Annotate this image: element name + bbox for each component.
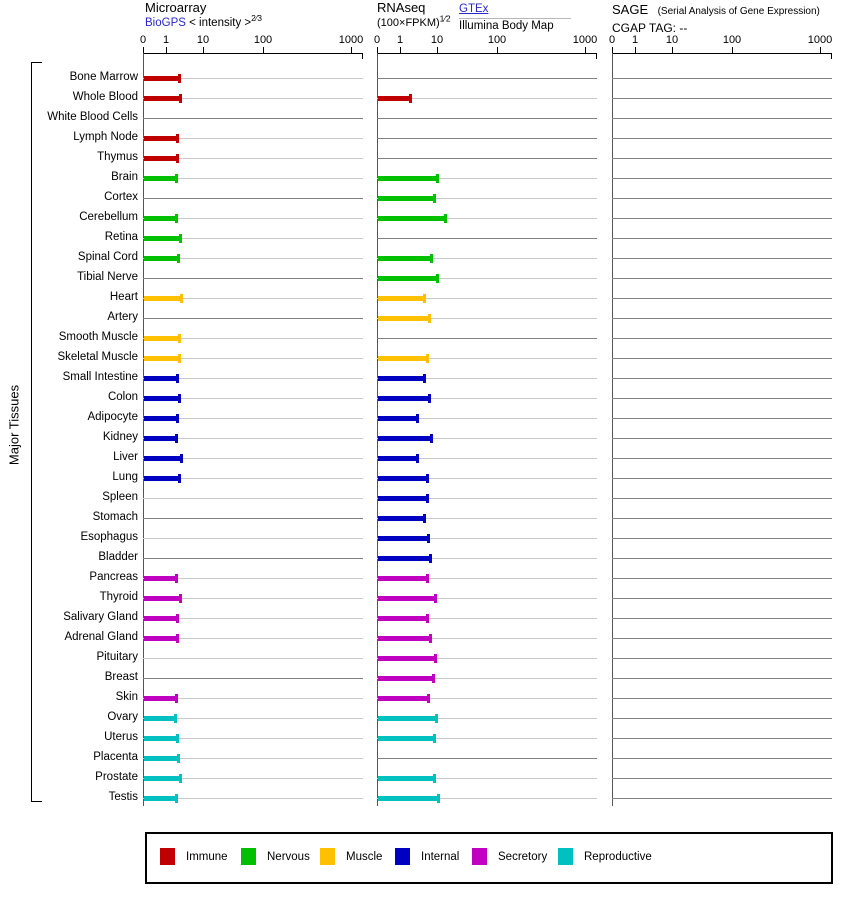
expression-bar-cap — [423, 374, 426, 383]
grid-line — [612, 718, 832, 719]
expression-bar — [378, 796, 439, 801]
axis-tick — [437, 47, 438, 53]
axis-end-tick — [831, 54, 832, 59]
axis-tick-label: 0 — [608, 34, 616, 46]
expression-bar — [378, 96, 411, 101]
expression-bar-cap — [179, 94, 182, 103]
panel-left-border — [143, 53, 144, 806]
grid-line — [143, 678, 363, 679]
microarray-header — [145, 1, 262, 30]
grid-line — [377, 158, 597, 159]
expression-bar — [378, 376, 425, 381]
legend-label-muscle: Muscle — [346, 851, 383, 863]
expression-bar-cap — [430, 434, 433, 443]
axis-tick-label: 1 — [162, 34, 170, 46]
axis-tick — [635, 47, 636, 53]
expression-bar-cap — [433, 194, 436, 203]
expression-bar-cap — [433, 774, 436, 783]
expression-bar — [144, 596, 181, 601]
tissue-label: Brain — [111, 171, 138, 183]
expression-bar-cap — [178, 354, 181, 363]
expression-bar-cap — [429, 634, 432, 643]
grid-line — [612, 518, 832, 519]
legend-label-internal: Internal — [421, 851, 460, 863]
tissue-label: Spinal Cord — [77, 251, 138, 263]
tissue-label: Liver — [113, 451, 138, 463]
expression-bar-cap — [429, 554, 432, 563]
expression-bar — [378, 396, 430, 401]
rnaseq-scale-label: (100×FPKM) — [377, 17, 440, 29]
axis-line — [612, 53, 832, 54]
tissue-label: Adipocyte — [87, 411, 138, 423]
expression-bar-cap — [430, 254, 433, 263]
expression-bar — [378, 576, 428, 581]
expression-bar — [378, 676, 434, 681]
expression-bar-cap — [178, 474, 181, 483]
tissue-label: Whole Blood — [72, 91, 138, 103]
expression-bar — [378, 296, 425, 301]
expression-bar-cap — [427, 534, 430, 543]
grid-line — [612, 418, 832, 419]
tissue-label: Stomach — [92, 511, 138, 523]
expression-bar-cap — [423, 514, 426, 523]
rnaseq-scale-exponent: 1⁄2 — [439, 13, 451, 24]
microarray-scale-label: < intensity > — [189, 17, 252, 29]
grid-line — [612, 118, 832, 119]
expression-bar-cap — [409, 94, 412, 103]
expression-bar-cap — [423, 294, 426, 303]
expression-bar — [144, 736, 178, 741]
expression-bar-cap — [432, 674, 435, 683]
grid-line — [612, 138, 832, 139]
expression-bar — [144, 76, 180, 81]
axis-line — [377, 53, 597, 54]
tissue-label: Spleen — [102, 491, 138, 503]
grid-line — [612, 158, 832, 159]
expression-bar-cap — [176, 734, 179, 743]
expression-bar-cap — [176, 614, 179, 623]
expression-bar-cap — [175, 214, 178, 223]
axis-line — [143, 53, 363, 54]
expression-bar — [378, 516, 425, 521]
tissue-bracket-top — [31, 62, 42, 63]
grid-line — [143, 278, 363, 279]
tissue-label: Heart — [109, 291, 138, 303]
expression-bar-cap — [428, 394, 431, 403]
expression-bar — [378, 656, 436, 661]
expression-bar — [378, 436, 432, 441]
grid-line — [612, 538, 832, 539]
tissue-label: Esophagus — [80, 531, 138, 543]
grid-line — [612, 778, 832, 779]
expression-bar — [378, 776, 435, 781]
expression-bar — [144, 416, 178, 421]
tissue-label: Ovary — [107, 711, 138, 723]
expression-bar-cap — [179, 234, 182, 243]
axis-tick-label: 10 — [430, 34, 444, 46]
expression-bar-cap — [178, 74, 181, 83]
expression-bar — [144, 796, 177, 801]
grid-line — [612, 638, 832, 639]
axis-tick — [166, 47, 167, 53]
expression-bar — [144, 156, 178, 161]
grid-line — [612, 178, 832, 179]
grid-line — [143, 118, 363, 119]
grid-line — [612, 198, 832, 199]
rnaseq-header — [377, 1, 451, 29]
expression-bar-cap — [436, 274, 439, 283]
tissue-label: Bladder — [98, 551, 138, 563]
expression-bar-cap — [174, 714, 177, 723]
rnaseq-title: RNAseq — [377, 0, 426, 15]
grid-line — [143, 658, 363, 659]
tissue-label: Kidney — [102, 431, 138, 443]
expression-bar-cap — [180, 294, 183, 303]
tissue-label: Uterus — [104, 731, 138, 743]
expression-bar-cap — [434, 594, 437, 603]
expression-bar-cap — [175, 574, 178, 583]
legend-swatch-nervous — [241, 848, 256, 865]
tissue-label: Tibial Nerve — [77, 271, 138, 283]
axis-tick — [263, 47, 264, 53]
expression-bar — [144, 296, 182, 301]
axis-tick — [203, 47, 204, 53]
legend-swatch-secretory — [472, 848, 487, 865]
expression-bar — [378, 356, 428, 361]
expression-bar — [378, 736, 435, 741]
expression-bar — [378, 256, 432, 261]
major-tissues-label: Major Tissues — [6, 384, 22, 466]
expression-bar-cap — [426, 354, 429, 363]
grid-line — [377, 118, 597, 119]
tissue-label: Cortex — [104, 191, 138, 203]
grid-line — [612, 318, 832, 319]
grid-line — [612, 558, 832, 559]
expression-bar-cap — [179, 774, 182, 783]
grid-line — [612, 658, 832, 659]
expression-bar — [144, 136, 178, 141]
axis-tick-label: 1 — [396, 34, 404, 46]
axis-tick — [497, 47, 498, 53]
sage-title: SAGE — [612, 2, 649, 17]
legend-swatch-muscle — [320, 848, 335, 865]
expression-bar — [378, 276, 438, 281]
expression-bar-cap — [176, 134, 179, 143]
expression-bar-cap — [176, 154, 179, 163]
grid-line — [612, 338, 832, 339]
tissue-label: Retina — [104, 231, 138, 243]
grid-line — [612, 458, 832, 459]
grid-line — [612, 698, 832, 699]
grid-line — [612, 438, 832, 439]
grid-line — [377, 78, 597, 79]
grid-line — [612, 238, 832, 239]
expression-bar — [144, 176, 177, 181]
expression-bar-cap — [426, 474, 429, 483]
grid-line — [612, 298, 832, 299]
grid-line — [612, 378, 832, 379]
axis-tick — [400, 47, 401, 53]
expression-bar-cap — [179, 594, 182, 603]
grid-line — [612, 738, 832, 739]
expression-bar — [378, 196, 435, 201]
grid-line — [143, 538, 363, 539]
grid-line — [612, 78, 832, 79]
expression-bar-cap — [427, 694, 430, 703]
expression-bar-cap — [178, 334, 181, 343]
expression-bar — [378, 416, 418, 421]
expression-bar — [378, 176, 438, 181]
grid-line — [612, 358, 832, 359]
expression-bar-cap — [176, 374, 179, 383]
axis-tick — [351, 47, 352, 53]
tissue-label: Pituitary — [96, 651, 138, 663]
grid-line — [143, 318, 363, 319]
tissue-label: Testis — [108, 791, 138, 803]
tissue-label: Skeletal Muscle — [57, 351, 138, 363]
sage-header — [612, 1, 820, 35]
tissue-label: Placenta — [93, 751, 138, 763]
grid-line — [143, 198, 363, 199]
panel-left-border — [612, 53, 613, 806]
expression-bar — [144, 396, 180, 401]
expression-bar-cap — [178, 394, 181, 403]
tissue-label: Small Intestine — [62, 371, 138, 383]
expression-bar — [144, 716, 176, 721]
grid-line — [377, 758, 597, 759]
expression-bar — [144, 436, 177, 441]
tissue-label: Smooth Muscle — [58, 331, 138, 343]
expression-bar — [378, 316, 430, 321]
expression-bar-cap — [176, 634, 179, 643]
expression-bar — [144, 756, 179, 761]
tissue-label: Thymus — [97, 151, 138, 163]
grid-line — [612, 398, 832, 399]
tissue-label: Prostate — [95, 771, 138, 783]
axis-tick-label: 1000 — [572, 34, 598, 46]
grid-line — [612, 258, 832, 259]
legend-label-reproductive: Reproductive — [584, 851, 652, 863]
expression-bar — [144, 456, 182, 461]
tissue-label: Thyroid — [99, 591, 138, 603]
axis-tick-label: 1 — [631, 34, 639, 46]
axis-tick-label: 1000 — [807, 34, 833, 46]
expression-bar — [144, 216, 177, 221]
gtex-header — [459, 3, 571, 33]
grid-line — [612, 678, 832, 679]
expression-bar-cap — [433, 734, 436, 743]
expression-bar-cap — [437, 794, 440, 803]
expression-bar — [378, 556, 431, 561]
microarray-title: Microarray — [145, 0, 207, 15]
axis-tick-label: 100 — [253, 34, 273, 46]
axis-tick-label: 10 — [665, 34, 679, 46]
tissue-label: Lung — [112, 471, 138, 483]
grid-line — [612, 618, 832, 619]
tissue-label: Colon — [107, 391, 138, 403]
tissue-label: Breast — [104, 671, 138, 683]
expression-bar — [378, 696, 429, 701]
legend-swatch-internal — [395, 848, 410, 865]
expression-bar — [144, 236, 181, 241]
axis-tick — [732, 47, 733, 53]
expression-bar — [378, 216, 446, 221]
axis-tick-label: 1000 — [338, 34, 364, 46]
axis-tick — [820, 47, 821, 53]
expression-bar-cap — [435, 714, 438, 723]
expression-bar — [378, 496, 428, 501]
expression-bar — [144, 96, 181, 101]
axis-tick — [672, 47, 673, 53]
expression-bar — [378, 456, 418, 461]
expression-bar-cap — [175, 434, 178, 443]
grid-line — [612, 98, 832, 99]
expression-bar — [378, 716, 437, 721]
expression-bar-cap — [416, 414, 419, 423]
grid-line — [612, 798, 832, 799]
expression-bar — [144, 776, 181, 781]
panel-left-border — [377, 53, 378, 806]
tissue-label: Cerebellum — [79, 211, 138, 223]
axis-tick-label: 0 — [373, 34, 381, 46]
expression-bar-cap — [426, 614, 429, 623]
expression-bar — [378, 476, 428, 481]
axis-tick-label: 100 — [487, 34, 507, 46]
expression-bar — [144, 616, 178, 621]
legend — [145, 832, 833, 884]
expression-bar — [144, 356, 180, 361]
grid-line — [377, 338, 597, 339]
sage-title-note: (Serial Analysis of Gene Expression) — [657, 6, 820, 17]
legend-swatch-immune — [160, 848, 175, 865]
axis-end-tick — [362, 54, 363, 59]
cgap-tag-label: CGAP TAG: -- — [612, 21, 688, 35]
grid-line — [612, 758, 832, 759]
tissue-label: Artery — [107, 311, 138, 323]
tissue-label: White Blood Cells — [47, 111, 138, 123]
biogps-link[interactable]: BioGPS — [145, 17, 186, 29]
legend-label-immune: Immune — [186, 851, 228, 863]
tissue-label: Skin — [115, 691, 138, 703]
axis-tick-label: 10 — [196, 34, 210, 46]
expression-bar-cap — [177, 254, 180, 263]
expression-bar-cap — [175, 174, 178, 183]
expression-bar-cap — [434, 654, 437, 663]
expression-bar — [144, 376, 178, 381]
tissue-label: Pancreas — [89, 571, 138, 583]
expression-bar-cap — [436, 174, 439, 183]
grid-line — [612, 478, 832, 479]
expression-bar — [144, 256, 179, 261]
gtex-link[interactable]: GTEx — [459, 3, 489, 15]
expression-bar-cap — [444, 214, 447, 223]
expression-bar — [144, 696, 177, 701]
expression-bar — [378, 596, 436, 601]
expression-bar — [144, 476, 180, 481]
tissue-label: Salivary Gland — [63, 611, 138, 623]
illumina-body-map-label: Illumina Body Map — [459, 20, 554, 32]
axis-end-tick — [596, 54, 597, 59]
axis-tick-label: 0 — [139, 34, 147, 46]
grid-line — [143, 558, 363, 559]
grid-line — [612, 578, 832, 579]
grid-line — [612, 498, 832, 499]
tissue-label: Adrenal Gland — [64, 631, 138, 643]
expression-bar — [144, 636, 178, 641]
expression-bar — [378, 616, 428, 621]
tissue-label: Bone Marrow — [69, 71, 138, 83]
expression-bar — [144, 576, 177, 581]
expression-bar — [144, 336, 180, 341]
grid-line — [612, 278, 832, 279]
grid-line — [612, 218, 832, 219]
grid-line — [143, 518, 363, 519]
expression-bar-cap — [175, 694, 178, 703]
legend-swatch-reproductive — [558, 848, 573, 865]
expression-bar-cap — [180, 454, 183, 463]
axis-tick-label: 100 — [722, 34, 742, 46]
axis-tick — [585, 47, 586, 53]
tissue-label: Lymph Node — [73, 131, 138, 143]
gtex-divider — [459, 18, 571, 19]
expression-bar-cap — [416, 454, 419, 463]
expression-bar-cap — [176, 414, 179, 423]
microarray-scale-exponent: 2⁄3 — [251, 13, 263, 24]
expression-bar — [378, 636, 431, 641]
expression-bar-cap — [177, 754, 180, 763]
legend-label-nervous: Nervous — [267, 851, 310, 863]
expression-bar-cap — [426, 494, 429, 503]
expression-bar-cap — [426, 574, 429, 583]
grid-line — [377, 138, 597, 139]
expression-bar-cap — [175, 794, 178, 803]
grid-line — [377, 238, 597, 239]
expression-bar-cap — [428, 314, 431, 323]
expression-bar — [378, 536, 429, 541]
grid-line — [612, 598, 832, 599]
grid-line — [143, 498, 363, 499]
legend-label-secretory: Secretory — [498, 851, 548, 863]
